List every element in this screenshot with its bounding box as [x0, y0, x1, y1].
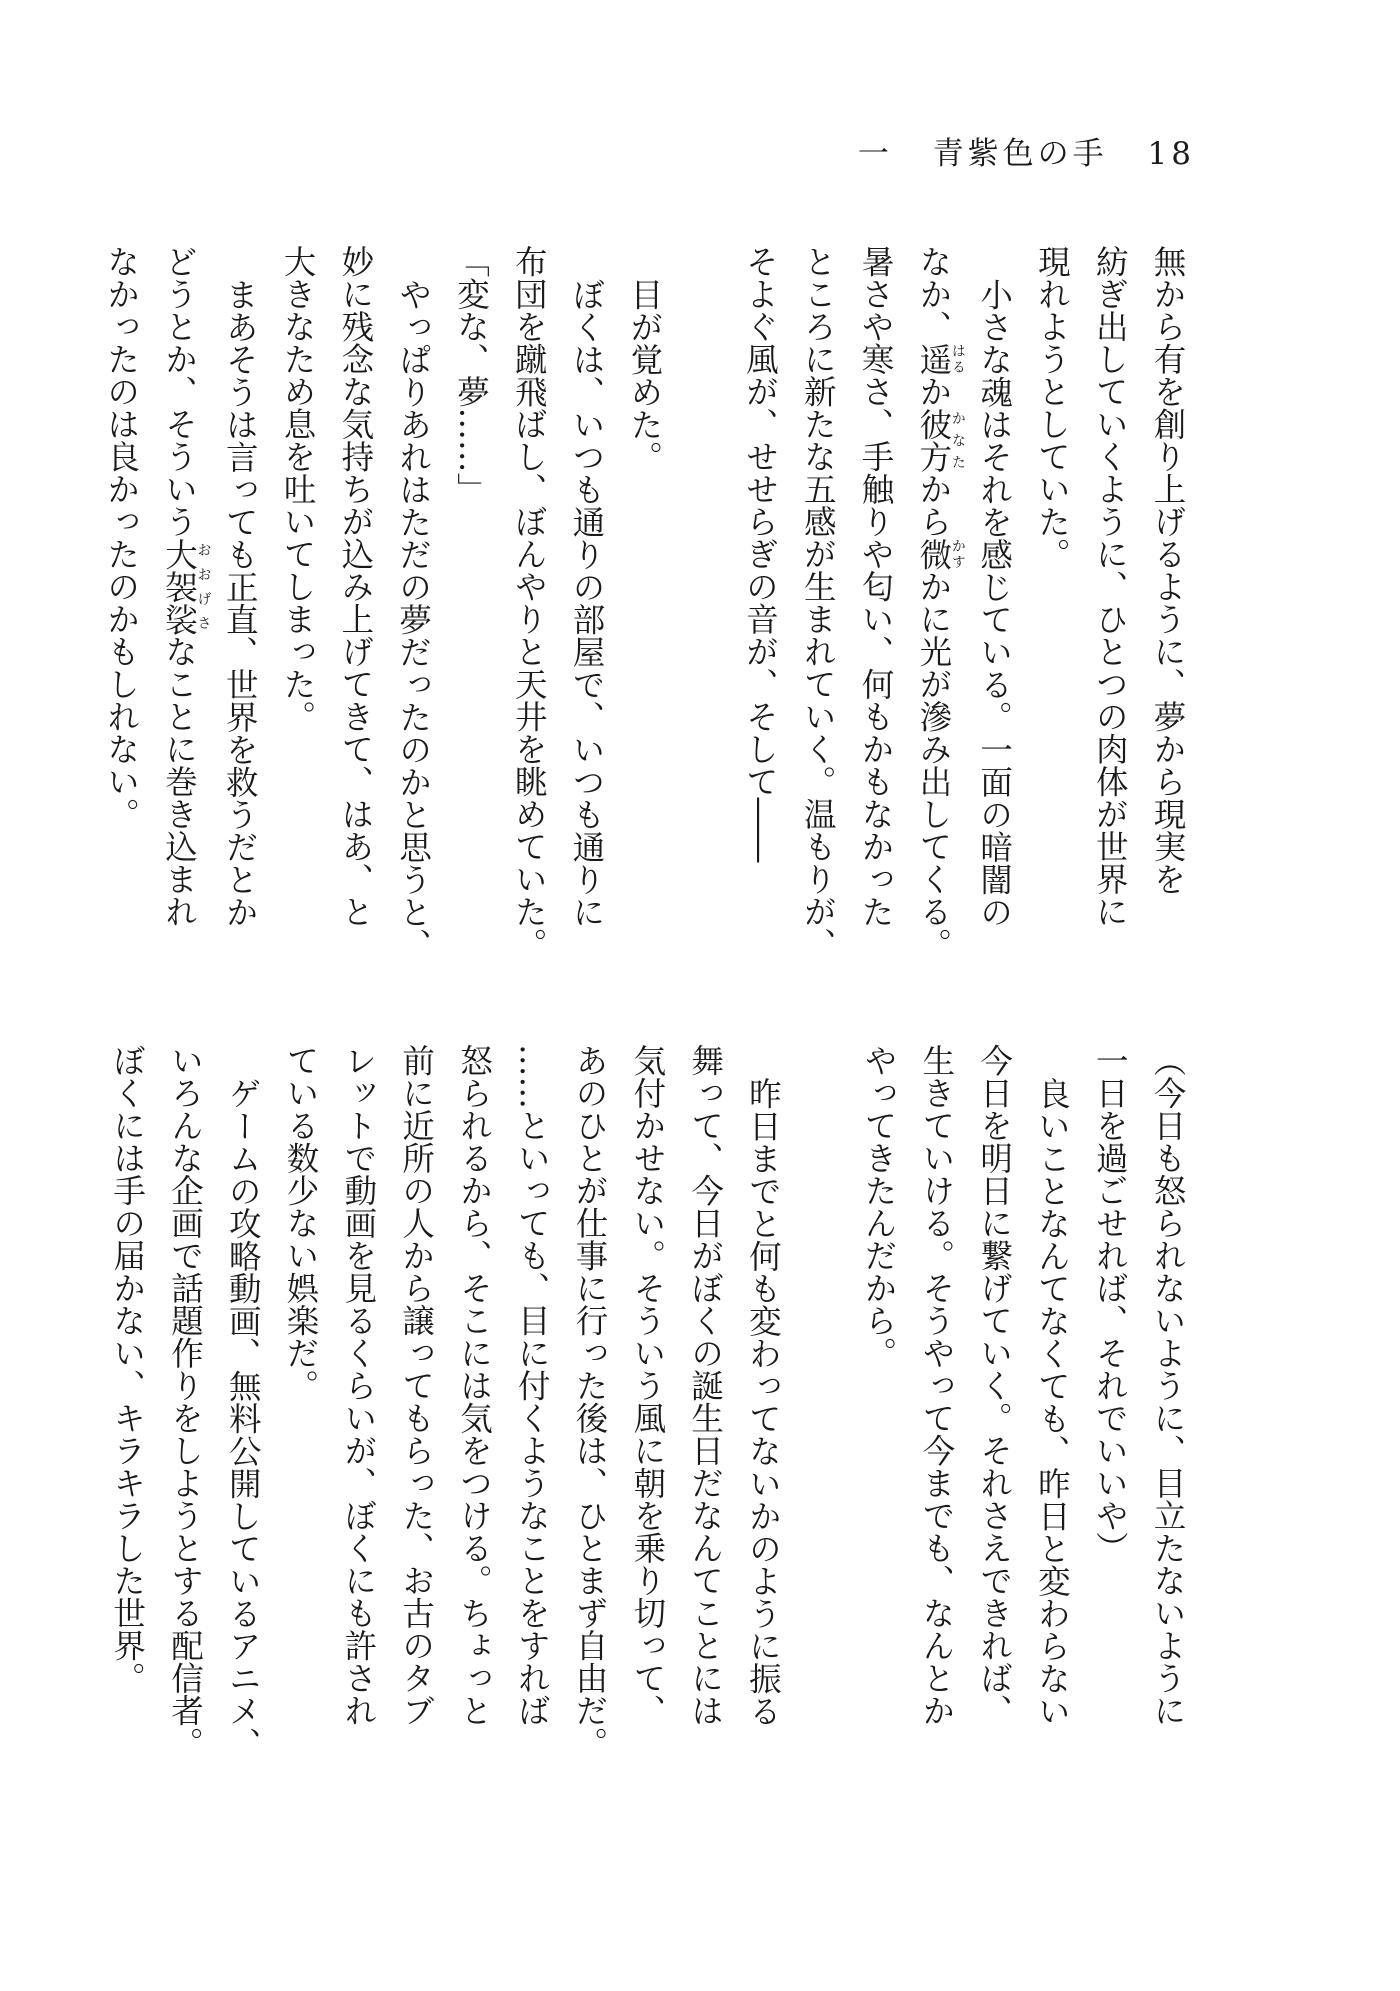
ruby-reading: かす	[949, 537, 966, 570]
page-number: 18	[1147, 136, 1195, 172]
text-line: なか、遥はるか彼方かなたから微かすかに光が滲み出してくる。	[914, 245, 966, 960]
ruby-reading: かなた	[949, 407, 966, 473]
text-line: どうとか、そういう大袈裟おおげさなことに巻き込まれ	[160, 245, 212, 928]
text-line: ている数少ない娯楽だ。	[282, 1044, 321, 1402]
text-line: 布団を蹴飛ばし、ぼんやりと天井を眺めていた。	[510, 245, 549, 960]
ruby-word: 大袈裟おおげさ	[160, 537, 212, 635]
blank-line	[673, 245, 731, 995]
text-line: そよぐ風が、せせらぎの音が、そして――	[741, 245, 780, 863]
ruby-word: 彼方かなた	[914, 407, 966, 473]
text-line: やってきたんだから。	[860, 1044, 899, 1369]
text-line: 妙に残念な気持ちが込み上げてきて、はあ、と	[336, 245, 375, 928]
text-line: 怒られるから、そこには気をつける。ちょっと	[455, 1044, 494, 1727]
text-line: 小さな魂はそれを感じている。一面の暗闇の	[975, 277, 1014, 928]
text-line: 昨日までと何も変わってないかのように振る	[744, 1076, 783, 1727]
text-line: 気付かせない。そういう風に朝を乗り切って、	[628, 1044, 667, 1727]
text-line: 大きなため息を吐いてしまった。	[279, 245, 318, 733]
text-line: 無から有を創り上げるように、夢から現実を	[1149, 245, 1187, 895]
chapter-title: 青紫色の手	[932, 136, 1108, 172]
text-line: なかったのは良かったのかもしれない。	[102, 245, 141, 830]
text-line: 暑さや寒さ、手触りや匂い、何もかもなかった	[857, 245, 896, 928]
text-line: ……といっても、目に付くようなことをすれば	[513, 1044, 552, 1727]
text-line: ぼくには手の届かない、キラキラした世界。	[108, 1044, 147, 1694]
text-line: 今日を明日に繋げていく。それさえできれば、	[975, 1044, 1014, 1727]
text-line: 良いことなんてなくても、昨日と変わらない	[1033, 1076, 1072, 1727]
text-line: 紡ぎ出していくように、ひとつの肉体が世界に	[1091, 245, 1130, 928]
ruby-reading: おおげさ	[195, 537, 212, 635]
text-line: 前に近所の人から譲ってもらった、お古のタブ	[397, 1044, 436, 1727]
text-line: 「変な、夢……」	[452, 245, 491, 505]
ruby-reading: はる	[949, 342, 966, 375]
text-line: あのひとが仕事に行った後は、ひとまず自由だ。	[571, 1044, 610, 1759]
text-line: 生きていける。そうやって今までも、なんとか	[917, 1044, 956, 1727]
text-line: 現れようとしていた。	[1033, 245, 1072, 570]
text-block-bottom	[108, 1044, 1196, 1794]
text-line: 目が覚めた。	[625, 277, 664, 473]
ruby-word: 遥はる	[914, 342, 966, 375]
text-line: 一日を過ごせれば、それでいいや）	[1091, 1044, 1130, 1564]
blank-line	[791, 1044, 849, 1794]
running-header	[858, 128, 1195, 173]
text-line: ぼくは、いつも通りの部屋で、いつも通りに	[568, 277, 607, 928]
text-line: ゲームの攻略動画、無料公開しているアニメ、	[224, 1076, 263, 1759]
text-line: やっぱりあれはただの夢だったのかと思うと、	[394, 277, 433, 960]
text-line: まあそうは言っても正直、世界を救うだとか	[221, 277, 260, 928]
text-line: いろんな企画で話題作りをしようとする配信者。	[166, 1044, 205, 1759]
chapter-number: 一	[857, 136, 893, 172]
ruby-word: 微かす	[914, 537, 966, 570]
text-block-top	[102, 245, 1196, 995]
text-line: レットで動画を見るくらいが、ぼくにも許され	[339, 1044, 378, 1727]
text-line: （今日も怒られないように、目立たないように	[1149, 1044, 1187, 1727]
text-line: 舞って、今日がぼくの誕生日だなんてことには	[686, 1044, 725, 1727]
text-line: ところに新たな五感が生まれていく。温もりが、	[799, 245, 838, 960]
